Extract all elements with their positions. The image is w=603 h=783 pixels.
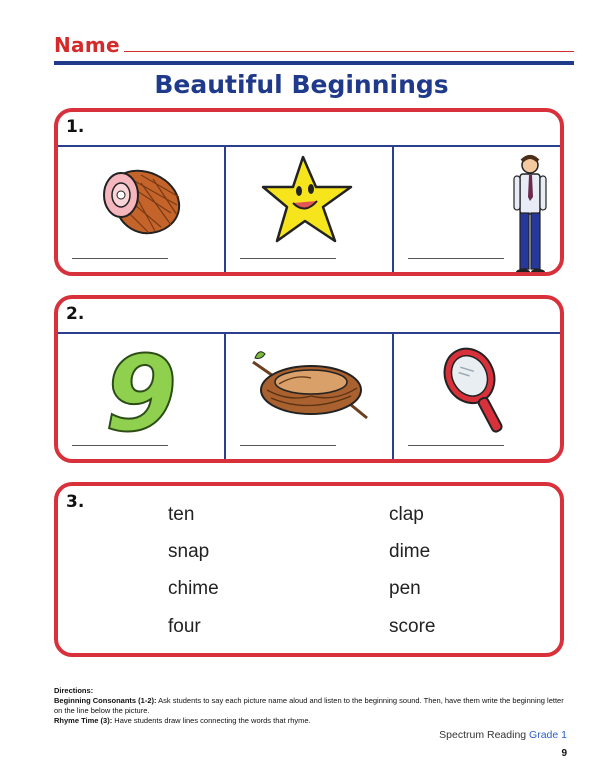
section-3-number: 3. (66, 492, 85, 512)
right-word[interactable]: score (389, 616, 436, 637)
name-write-line[interactable] (124, 51, 574, 52)
answer-line[interactable] (72, 258, 168, 259)
grade-label: Grade 1 (529, 729, 567, 741)
answer-line[interactable] (240, 445, 336, 446)
picture-cell-star (226, 147, 394, 272)
picture-cell-man (394, 147, 560, 272)
directions-heading: Directions: (54, 686, 94, 695)
directions-item2-label: Rhyme Time (3): (54, 716, 113, 725)
picture-cell-ham (58, 147, 226, 272)
directions (54, 686, 564, 726)
series-name: Spectrum Reading (439, 729, 527, 741)
section-3 (54, 482, 564, 657)
ham-icon (91, 153, 191, 248)
section-1-header (58, 112, 560, 147)
name-row (54, 33, 574, 57)
picture-cell-nest (226, 334, 394, 459)
series-credit (439, 729, 567, 741)
right-word[interactable]: clap (389, 504, 424, 525)
picture-cell-mirror (394, 334, 560, 459)
section-1-number: 1. (66, 117, 85, 137)
left-word[interactable]: chime (168, 578, 219, 599)
directions-item1-text: Ask students to say each picture name aloud and listen to the beginning sound. Then, have them write the beginning letter on the line below the picture. (54, 696, 564, 715)
answer-line[interactable] (408, 445, 504, 446)
answer-line[interactable] (240, 258, 336, 259)
nest-icon (249, 340, 369, 435)
right-word[interactable]: dime (389, 541, 431, 562)
section-1 (54, 108, 564, 276)
star-icon (259, 153, 359, 248)
left-word[interactable]: ten (168, 504, 195, 525)
rhyme-words (58, 486, 560, 653)
picture-cell-nine (58, 334, 226, 459)
header-rule (54, 61, 574, 65)
section-2-number: 2. (66, 304, 85, 324)
answer-line[interactable] (408, 258, 504, 259)
svg-text:9: 9 (104, 340, 178, 440)
number-nine-icon (91, 340, 191, 440)
right-word[interactable]: pen (389, 578, 421, 599)
name-label: Name (54, 33, 120, 57)
page-number: 9 (561, 748, 567, 759)
answer-line[interactable] (72, 445, 168, 446)
directions-item1-label: Beginning Consonants (1-2): (54, 696, 157, 705)
hand-mirror-icon (427, 340, 527, 440)
directions-item2-text: Have students draw lines connecting the words that rhyme. (112, 716, 311, 725)
page-title: Beautiful Beginnings (154, 70, 449, 99)
left-word[interactable]: four (168, 616, 201, 637)
section-2 (54, 295, 564, 463)
left-word[interactable]: snap (168, 541, 210, 562)
section-2-header (58, 299, 560, 334)
